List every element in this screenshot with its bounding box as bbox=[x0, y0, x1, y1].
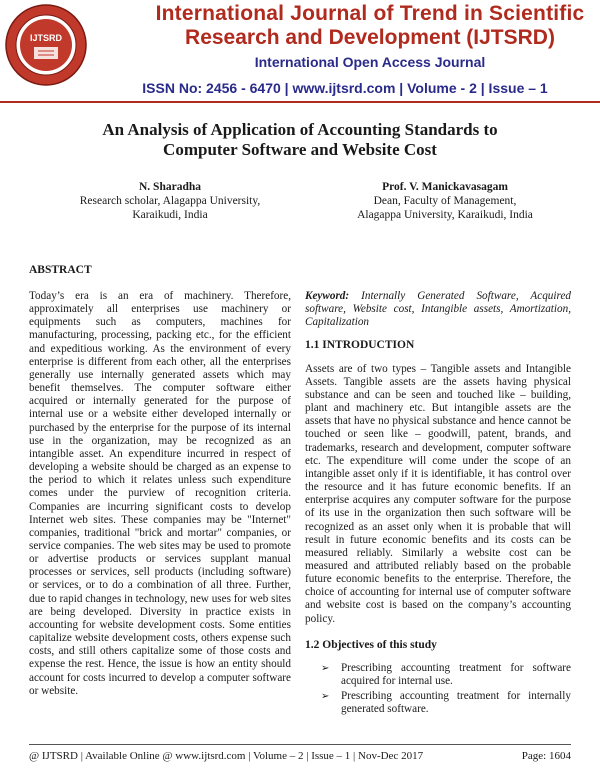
left-column bbox=[29, 290, 291, 698]
objectives-heading: 1.2 Objectives of this study bbox=[305, 638, 437, 651]
list-item bbox=[305, 662, 571, 688]
footer-citation: @ IJTSRD | Available Online @ www.ijtsrd.com | Volume – 2 | Issue – 1 | Nov-Dec 2017 bbox=[29, 750, 424, 762]
journal-name-line2: Research and Development (IJTSRD) bbox=[185, 26, 555, 49]
author-affiliation: Research scholar, Alagappa University, bbox=[79, 195, 261, 207]
journal-logo bbox=[4, 3, 88, 87]
author-affiliation: Dean, Faculty of Management, bbox=[373, 195, 517, 207]
author-location: Alagappa University, Karaikudi, India bbox=[357, 209, 533, 221]
journal-issn-line: ISSN No: 2456 - 6470 | www.ijtsrd.com | Volume - 2 | Issue – 1 bbox=[142, 80, 548, 96]
objective-text: Prescribing accounting treatment for internally generated software. bbox=[341, 690, 571, 716]
author-location: Karaikudi, India bbox=[132, 209, 208, 221]
author-name: Prof. V. Manickavasagam bbox=[382, 181, 508, 193]
right-column bbox=[305, 290, 571, 719]
footer-divider bbox=[29, 744, 571, 745]
paper-title-line1: An Analysis of Application of Accounting Standards to bbox=[102, 120, 498, 139]
arrow-bullet-icon: ➢ bbox=[321, 662, 330, 674]
journal-name-line1: International Journal of Trend in Scientific bbox=[155, 2, 585, 25]
keywords-label: Keyword: bbox=[305, 290, 350, 302]
objective-text: Prescribing accounting treatment for software acquired for internal use. bbox=[341, 661, 571, 688]
paper-title-line2: Computer Software and Website Cost bbox=[163, 140, 437, 159]
journal-subtitle: International Open Access Journal bbox=[254, 54, 486, 70]
page-footer bbox=[29, 750, 571, 762]
logo-abbr: IJTSRD bbox=[29, 33, 63, 43]
author-block bbox=[50, 180, 290, 222]
intro-text: Assets are of two types – Tangible assets and Intangible Assets. Tangible assets are the assets having physical substance and can be seen and touched like – building, plant and machinery etc. But intangible assets are the assets that have no physical substance and hence cannot be touched or seen like – goodwill, patent, brands, and trademarks, research and development, computer software etc. The expenditure will come under the scope of an intangible asset only if it is identifiable, it has control over the resource and it has future economic benefits. If an enterprise acquires any computer software for the purpose of its use in the organization then such software will be recognized as an asset only when it is probable that will result in future economic benefits and its costs can be measured reliably. Similarly a website cost can be measured and attributed reliably based on the probable future economic benefits to the enterprise. Therefore, the choice of accounting for internal use of computer software and website cost is based on the company’s accounting policy. bbox=[305, 362, 571, 625]
paper-title bbox=[40, 120, 560, 160]
author-name: N. Sharadha bbox=[139, 181, 201, 193]
header-divider bbox=[0, 101, 600, 103]
page-number: Page: 1604 bbox=[521, 750, 571, 762]
keywords bbox=[305, 290, 571, 329]
list-item bbox=[305, 690, 571, 716]
objectives-list bbox=[305, 662, 571, 717]
intro-heading: 1.1 INTRODUCTION bbox=[305, 339, 415, 352]
abstract-heading: ABSTRACT bbox=[29, 264, 92, 276]
abstract-text: Today’s era is an era of machinery. Therefore, approximately all enterprises use machinery or equipments such as computers, machines for manufacturing, processing, packing etc., for the efficient and expeditious working. As the environment of every enterprise is different from each other, all the enterprises generally use internally generated assets which may benefit themselves. The computer software either acquired or internally generated for the purpose of internal use or a website either developed internally or purchased by the enterprise for the purpose of its internal use in the organization, may be recognized as an intangible asset. An expenditure incurred in respect of developing a website should be charged as an expense to the period to which it relates unless such expenditure comes under the purview of recognition criteria. Companies are incurring significant costs to develop Internet web sites. These companies may be "Internet" companies, traditional "brick and mortar" companies, or service companies. The web sites may be used to promote or advertise products or services supplant manual processes or services, sell products (including software) or services, or to do a combination of all three. Further, due to rapid changes in technology, new uses for web sites are being developed. Diversity in practice exists in accounting for website development costs. Some entities capitalize website development costs, others expense such costs, and still others capitalize some of those costs and expense the rest. Hence, the issue is how an entity should account for costs incurred to develop a computer software or website. bbox=[29, 290, 291, 697]
arrow-bullet-icon: ➢ bbox=[321, 691, 330, 703]
keywords-text: Internally Generated Software, Acquired software, Website cost, Intangible assets, Amortization, Capitalization bbox=[305, 290, 571, 329]
author-block bbox=[320, 180, 570, 222]
journal-header bbox=[0, 0, 600, 102]
